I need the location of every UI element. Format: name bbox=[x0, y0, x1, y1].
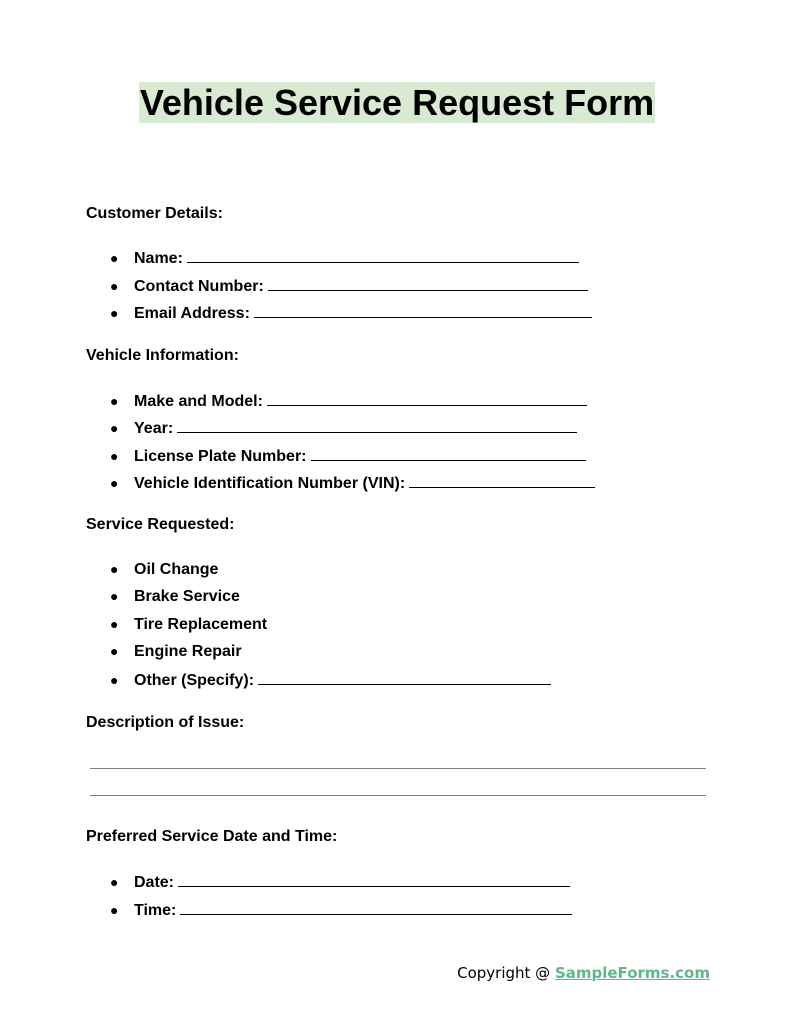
contact-number-blank-line[interactable] bbox=[268, 276, 588, 291]
other-specify-blank-line[interactable] bbox=[258, 670, 551, 685]
date-blank-line[interactable] bbox=[178, 872, 570, 887]
vin-blank-line[interactable] bbox=[409, 473, 595, 488]
bullet-icon: ● bbox=[110, 250, 119, 266]
section-heading-customer: Customer Details: bbox=[86, 205, 223, 222]
service-label: Oil Change bbox=[134, 561, 219, 578]
field-label: Date: bbox=[134, 874, 175, 891]
email-blank-line[interactable] bbox=[254, 303, 592, 318]
year-blank-line[interactable] bbox=[177, 418, 577, 433]
bullet-icon: ● bbox=[110, 561, 119, 577]
time-blank-line[interactable] bbox=[180, 900, 572, 915]
service-option-brake-service[interactable] bbox=[110, 587, 240, 606]
bullet-icon: ● bbox=[110, 616, 119, 632]
make-model-blank-line[interactable] bbox=[267, 391, 587, 406]
field-name[interactable] bbox=[110, 248, 579, 268]
service-label: Other (Specify): bbox=[134, 672, 255, 689]
bullet-icon: ● bbox=[110, 393, 119, 409]
field-year[interactable] bbox=[110, 418, 577, 438]
field-make-model[interactable] bbox=[110, 391, 587, 411]
field-date[interactable] bbox=[110, 872, 570, 892]
service-option-engine-repair[interactable] bbox=[110, 642, 242, 661]
service-label: Brake Service bbox=[134, 588, 240, 605]
section-heading-service: Service Requested: bbox=[86, 516, 235, 533]
field-label: Time: bbox=[134, 902, 177, 919]
field-contact-number[interactable] bbox=[110, 276, 588, 296]
section-heading-vehicle: Vehicle Information: bbox=[86, 347, 239, 364]
title-wrap bbox=[0, 82, 794, 123]
license-plate-blank-line[interactable] bbox=[311, 446, 586, 461]
service-option-tire-replacement[interactable] bbox=[110, 615, 267, 634]
field-license-plate[interactable] bbox=[110, 446, 586, 466]
bullet-icon: ● bbox=[110, 448, 119, 464]
field-label: Contact Number: bbox=[134, 278, 264, 295]
name-blank-line[interactable] bbox=[187, 248, 579, 263]
page-title: Vehicle Service Request Form bbox=[139, 82, 655, 123]
bullet-icon: ● bbox=[110, 588, 119, 604]
bullet-icon: ● bbox=[110, 672, 119, 688]
bullet-icon: ● bbox=[110, 643, 119, 659]
field-label: Name: bbox=[134, 250, 183, 267]
sampleforms-link[interactable]: SampleForms.com bbox=[554, 964, 710, 982]
field-email-address[interactable] bbox=[110, 303, 592, 323]
field-time[interactable] bbox=[110, 900, 572, 920]
copyright-text: Copyright @ bbox=[457, 964, 555, 982]
footer-copyright bbox=[457, 964, 710, 982]
bullet-icon: ● bbox=[110, 874, 119, 890]
bullet-icon: ● bbox=[110, 278, 119, 294]
section-heading-preferred: Preferred Service Date and Time: bbox=[86, 828, 338, 845]
service-label: Engine Repair bbox=[134, 643, 242, 660]
field-label: Email Address: bbox=[134, 305, 250, 322]
service-label: Tire Replacement bbox=[134, 616, 268, 633]
section-heading-description: Description of Issue: bbox=[86, 714, 245, 731]
service-option-other[interactable] bbox=[110, 670, 551, 690]
field-label: Vehicle Identification Number (VIN): bbox=[134, 475, 406, 492]
service-option-oil-change[interactable] bbox=[110, 560, 218, 579]
description-line-2[interactable] bbox=[90, 795, 706, 796]
bullet-icon: ● bbox=[110, 475, 119, 491]
bullet-icon: ● bbox=[110, 420, 119, 436]
field-label: Make and Model: bbox=[134, 393, 263, 410]
bullet-icon: ● bbox=[110, 305, 119, 321]
description-line-1[interactable] bbox=[90, 768, 706, 769]
bullet-icon: ● bbox=[110, 902, 119, 918]
field-label: Year: bbox=[134, 420, 174, 437]
field-label: License Plate Number: bbox=[134, 448, 307, 465]
field-vin[interactable] bbox=[110, 473, 595, 493]
